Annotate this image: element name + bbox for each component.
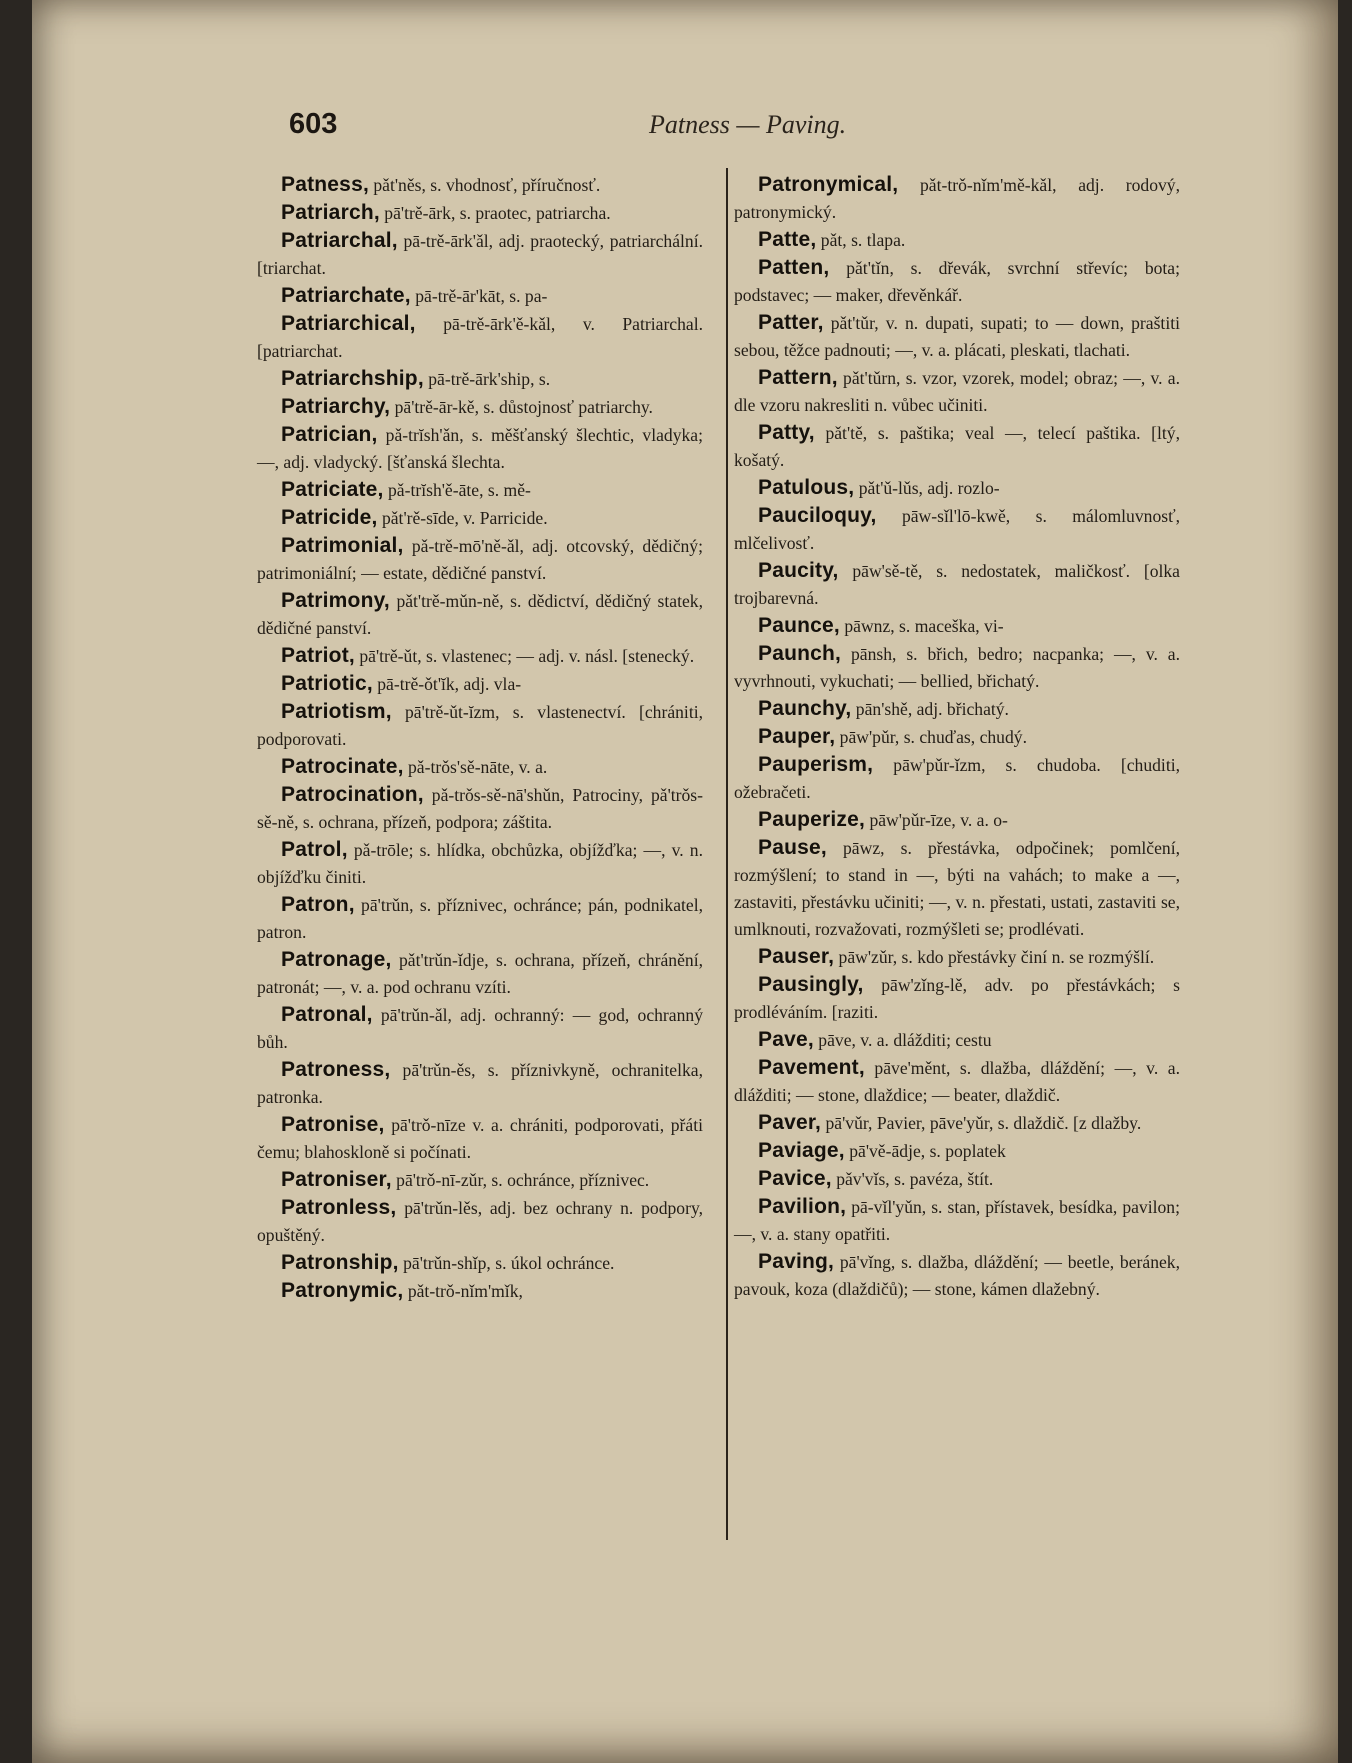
dictionary-entry xyxy=(257,891,703,946)
entry-headword: Paunch, xyxy=(758,642,842,665)
dictionary-entry xyxy=(257,365,703,393)
entry-headword: Patriarchy, xyxy=(281,395,391,418)
dictionary-entry xyxy=(734,254,1180,309)
entry-definition: pāw-sǐl'lō-kwě, s. málomluvnosť, mlčelivosť. xyxy=(734,506,1180,553)
entry-definition: pǎt'tǐn, s. dřevák, svrchní střevíc; bota; podstavec; — maker, dřevěnkář. xyxy=(734,258,1180,305)
entry-headword: Patrocination, xyxy=(281,783,424,806)
entry-headword: Patrimony, xyxy=(281,589,390,612)
entry-definition: pǎ-trōle; s. hlídka, obchůzka, objížďka; —, v. n. objížďku činiti. xyxy=(257,840,703,887)
dictionary-entry xyxy=(734,640,1180,695)
entry-definition: pǎv'vǐs, s. pavéza, štít. xyxy=(831,1169,994,1189)
dictionary-entry xyxy=(257,1056,703,1111)
entry-definition: pā'trě-ār-kě, s. důstojnosť patriarchy. xyxy=(390,397,653,417)
dictionary-entry xyxy=(734,1165,1180,1193)
left-column xyxy=(257,171,703,1305)
dictionary-entry xyxy=(734,695,1180,723)
entry-headword: Patriarchical, xyxy=(281,312,416,335)
entry-definition: pā'trǔn-ǎl, adj. ochranný: — god, ochranný bůh. xyxy=(257,1005,703,1052)
dictionary-entry xyxy=(257,753,703,781)
dictionary-entry xyxy=(257,946,703,1001)
entry-definition: pǎt'trǔn-ǐdje, s. ochrana, přízeň, chránění, patronát; —, v. a. pod ochranu vzíti. xyxy=(257,950,703,997)
dictionary-entry xyxy=(734,1026,1180,1054)
dictionary-entry xyxy=(734,1193,1180,1248)
dictionary-entry xyxy=(734,309,1180,364)
dictionary-entry xyxy=(257,1166,703,1194)
dictionary-entry xyxy=(734,419,1180,474)
entry-headword: Patty, xyxy=(758,421,815,444)
dictionary-entry xyxy=(257,1001,703,1056)
entry-definition: pā'trě-ǔt-ĭzm, s. vlastenectví. [chrániti, podporovati. xyxy=(257,702,703,749)
entry-headword: Pavilion, xyxy=(758,1195,847,1218)
entry-headword: Patriotism, xyxy=(281,700,392,723)
column-divider xyxy=(726,168,728,1540)
dictionary-entry xyxy=(734,364,1180,419)
entry-headword: Paving, xyxy=(758,1250,835,1273)
dictionary-entry xyxy=(734,834,1180,943)
entry-definition: pǎ-trǒs'sě-nāte, v. a. xyxy=(403,757,548,777)
dictionary-entry xyxy=(257,1249,703,1277)
dictionary-entry xyxy=(257,1111,703,1166)
dictionary-entry xyxy=(257,781,703,836)
entry-headword: Patriotic, xyxy=(281,672,373,695)
entry-headword: Patronship, xyxy=(281,1251,399,1274)
entry-definition: pāw'pǔr-īze, v. a. o- xyxy=(865,810,1008,830)
entry-headword: Patrol, xyxy=(281,838,348,861)
dictionary-entry xyxy=(734,1054,1180,1109)
entry-headword: Paucity, xyxy=(758,559,839,582)
entry-headword: Patriarchate, xyxy=(281,284,411,307)
dictionary-entry xyxy=(257,199,703,227)
dictionary-entry xyxy=(734,226,1180,254)
dictionary-entry xyxy=(734,557,1180,612)
dictionary-entry xyxy=(734,751,1180,806)
entry-definition: pǎ-trǒs-sě-nā'shǔn, Patrociny, pǎ'trǒs-sě-ně, s. ochrana, přízeň, podpora; záštita. xyxy=(257,785,703,832)
dictionary-entry xyxy=(257,1277,703,1305)
entry-definition: pā'trǒ-nīze v. a. chrániti, podporovati, přáti čemu; blahoskloně si počínati. xyxy=(257,1115,703,1162)
page-number: 603 xyxy=(289,108,338,140)
dictionary-entry xyxy=(257,171,703,199)
entry-headword: Patriot, xyxy=(281,644,355,667)
entry-definition: pāw'pǔr-ǐzm, s. chudoba. [chuditi, ožebračeti. xyxy=(734,755,1180,802)
entry-headword: Pauser, xyxy=(758,945,835,968)
entry-definition: pā'trě-ārk, s. praotec, patriarcha. xyxy=(379,203,611,223)
entry-definition: pǎt-trǒ-nǐm'mǐk, xyxy=(403,1281,523,1301)
entry-definition: pǎt'tě, s. paštika; veal —, telecí paštika. [ltý, košatý. xyxy=(734,423,1180,470)
entry-headword: Patriciate, xyxy=(281,478,384,501)
entry-definition: pā'vě-ādje, s. poplatek xyxy=(844,1141,1006,1161)
dictionary-entry xyxy=(257,504,703,532)
dictionary-entry xyxy=(734,723,1180,751)
entry-headword: Patriarchship, xyxy=(281,367,424,390)
dictionary-entry xyxy=(257,421,703,476)
entry-definition: pā-vǐl'yǔn, s. stan, přístavek, besídka, pavilon; —, v. a. stany opatřiti. xyxy=(734,1197,1180,1244)
entry-headword: Pavement, xyxy=(758,1056,865,1079)
entry-definition: pā'trǔn, s. příznivec, ochránce; pán, podnikatel, patron. xyxy=(257,895,703,942)
dictionary-entry xyxy=(257,642,703,670)
entry-definition: pǎt-trǒ-nǐm'mě-kǎl, adj. rodový, patronymický. xyxy=(734,175,1180,222)
entry-definition: pǎt'trě-mǔn-ně, s. dědictví, dědičný statek, dědičné panství. xyxy=(257,591,703,638)
dictionary-entry xyxy=(734,1248,1180,1303)
entry-definition: pǎ-trĭsh'ǎn, s. měšťanský šlechtic, vladyka; —, adj. vladycký. [šťanská šlechta. xyxy=(257,425,703,472)
entry-definition: pāw'zǔr, s. kdo přestávky činí n. se rozmýšlí. xyxy=(834,947,1155,967)
running-title: Patness — Paving. xyxy=(649,110,847,139)
entry-definition: pā'trǔn-lěs, adj. bez ochrany n. podpory, opuštěný. xyxy=(257,1198,703,1245)
entry-definition: pā'vǔr, Pavier, pāve'yǔr, s. dlaždič. [z dlažby. xyxy=(821,1113,1142,1133)
entry-headword: Pave, xyxy=(758,1028,814,1051)
entry-headword: Patulous, xyxy=(758,476,855,499)
entry-definition: pǎt'něs, s. vhodnosť, příručnosť. xyxy=(368,175,601,195)
dictionary-entry xyxy=(257,393,703,421)
entry-headword: Pauper, xyxy=(758,725,836,748)
entry-definition: pā'vǐng, s. dlažba, dláždění; — beetle, beránek, pavouk, koza (dlaždičů); — stone, kámen dlažebný. xyxy=(734,1252,1180,1299)
dictionary-entry xyxy=(257,310,703,365)
entry-headword: Patroness, xyxy=(281,1058,391,1081)
entry-headword: Patronless, xyxy=(281,1196,397,1219)
dictionary-entry xyxy=(734,943,1180,971)
dictionary-entry xyxy=(257,476,703,504)
dictionary-entry xyxy=(734,1137,1180,1165)
entry-headword: Patronise, xyxy=(281,1113,385,1136)
dictionary-entry xyxy=(257,836,703,891)
entry-headword: Patten, xyxy=(758,256,830,279)
entry-definition: pānsh, s. břich, bedro; nacpanka; —, v. a. vyvrhnouti, vykuchati; — bellied, břichatý. xyxy=(734,644,1180,691)
entry-headword: Patrimonial, xyxy=(281,534,404,557)
entry-headword: Patriarch, xyxy=(281,201,380,224)
entry-definition: pā-trě-ār'kāt, s. pa- xyxy=(410,286,548,306)
dictionary-entry xyxy=(734,171,1180,226)
entry-headword: Patrician, xyxy=(281,423,378,446)
entry-definition: pāw'sě-tě, s. nedostatek, maličkosť. [olka trojbarevná. xyxy=(734,561,1180,608)
entry-headword: Pauciloquy, xyxy=(758,504,877,527)
dictionary-entry xyxy=(257,1194,703,1249)
entry-definition: pā-trě-ǒt'ĭk, adj. vla- xyxy=(372,674,522,694)
entry-definition: pā-trě-ārk'ě-kǎl, v. Patriarchal. [patriarchat. xyxy=(257,314,703,361)
dictionary-entry xyxy=(257,227,703,282)
dictionary-entry xyxy=(734,612,1180,640)
entry-headword: Patriarchal, xyxy=(281,229,398,252)
dictionary-entry xyxy=(257,670,703,698)
dictionary-entry xyxy=(734,971,1180,1026)
entry-definition: pāwnz, s. maceška, vi- xyxy=(839,616,1004,636)
entry-definition: pāw'pǔr, s. chuďas, chudý. xyxy=(835,727,1027,747)
entry-headword: Patron, xyxy=(281,893,355,916)
entry-definition: pā-trě-ārk'ship, s. xyxy=(423,369,551,389)
entry-headword: Paver, xyxy=(758,1111,822,1134)
entry-definition: pǎ-trĭsh'ě-āte, s. mě- xyxy=(383,480,531,500)
entry-definition: pā'trǔn-ěs, s. příznivkyně, ochranitelka, patronka. xyxy=(257,1060,703,1107)
entry-headword: Paviage, xyxy=(758,1139,845,1162)
entry-definition: pā-trě-ārk'ǎl, adj. praotecký, patriarchální. [triarchat. xyxy=(257,231,703,278)
page-header xyxy=(289,108,889,148)
entry-headword: Paunce, xyxy=(758,614,840,637)
entry-definition: pāve, v. a. dlážditi; cestu xyxy=(813,1030,992,1050)
entry-definition: pǎt'ǔ-lǔs, adj. rozlo- xyxy=(854,478,1000,498)
entry-headword: Pause, xyxy=(758,836,827,859)
entry-headword: Paunchy, xyxy=(758,697,852,720)
dictionary-entry xyxy=(734,1109,1180,1137)
entry-headword: Patronage, xyxy=(281,948,392,971)
dictionary-entry xyxy=(257,587,703,642)
dictionary-entry xyxy=(257,532,703,587)
entry-headword: Pauperism, xyxy=(758,753,874,776)
entry-definition: pāw'zǐng-lě, adv. po přestávkách; s prodléváním. [raziti. xyxy=(734,975,1180,1022)
entry-headword: Patrocinate, xyxy=(281,755,404,778)
entry-definition: pǎt'tǔrn, s. vzor, vzorek, model; obraz; —, v. a. dle vzoru nakresliti n. vůbec učiniti. xyxy=(734,368,1180,415)
entry-headword: Patte, xyxy=(758,228,817,251)
entry-definition: pāwz, s. přestávka, odpočinek; pomlčení, rozmýšlení; to stand in —, býti na vahách; to make a —, zastaviti, přestávku učiniti; —, v. n. přestati, ustati, zastaviti se, umlknouti, rozvažovati, rozmýšleti se; prodlévati. xyxy=(734,838,1180,939)
entry-headword: Pattern, xyxy=(758,366,838,389)
right-column xyxy=(734,171,1180,1303)
dictionary-entry xyxy=(734,474,1180,502)
entry-headword: Pauperize, xyxy=(758,808,866,831)
entry-headword: Patness, xyxy=(281,173,369,196)
entry-definition: pā'trě-ǔt, s. vlastenec; — adj. v. násl. [stenecký. xyxy=(354,646,695,666)
dictionary-entry xyxy=(257,698,703,753)
entry-definition: pāve'měnt, s. dlažba, dláždění; —, v. a. dlážditi; — stone, dlaždice; — beater, dlaždič. xyxy=(734,1058,1180,1105)
dictionary-entry xyxy=(257,282,703,310)
entry-headword: Patter, xyxy=(758,311,824,334)
entry-headword: Patronymical, xyxy=(758,173,899,196)
entry-headword: Patronal, xyxy=(281,1003,373,1026)
entry-definition: pǎt'tǔr, v. n. dupati, supati; to — down, praštiti sebou, těžce padnouti; —, v. a. plácati, pleskati, tlachati. xyxy=(734,313,1180,360)
entry-definition: pā'trǔn-shǐp, s. úkol ochránce. xyxy=(398,1253,615,1273)
dictionary-entry xyxy=(734,502,1180,557)
entry-headword: Pausingly, xyxy=(758,973,864,996)
entry-headword: Patronymic, xyxy=(281,1279,404,1302)
entry-headword: Patroniser, xyxy=(281,1168,392,1191)
entry-definition: pǎt, s. tlapa. xyxy=(816,230,906,250)
entry-definition: pǎt'rě-sīde, v. Parricide. xyxy=(377,508,548,528)
entry-headword: Pavice, xyxy=(758,1167,832,1190)
entry-definition: pān'shě, adj. břichatý. xyxy=(851,699,1009,719)
entry-headword: Patricide, xyxy=(281,506,378,529)
entry-definition: pā'trǒ-nī-zǔr, s. ochránce, příznivec. xyxy=(391,1170,650,1190)
dictionary-entry xyxy=(734,806,1180,834)
entry-definition: pǎ-trě-mō'ně-ǎl, adj. otcovský, dědičný; patrimoniální; — estate, dědičné panství. xyxy=(257,536,703,583)
